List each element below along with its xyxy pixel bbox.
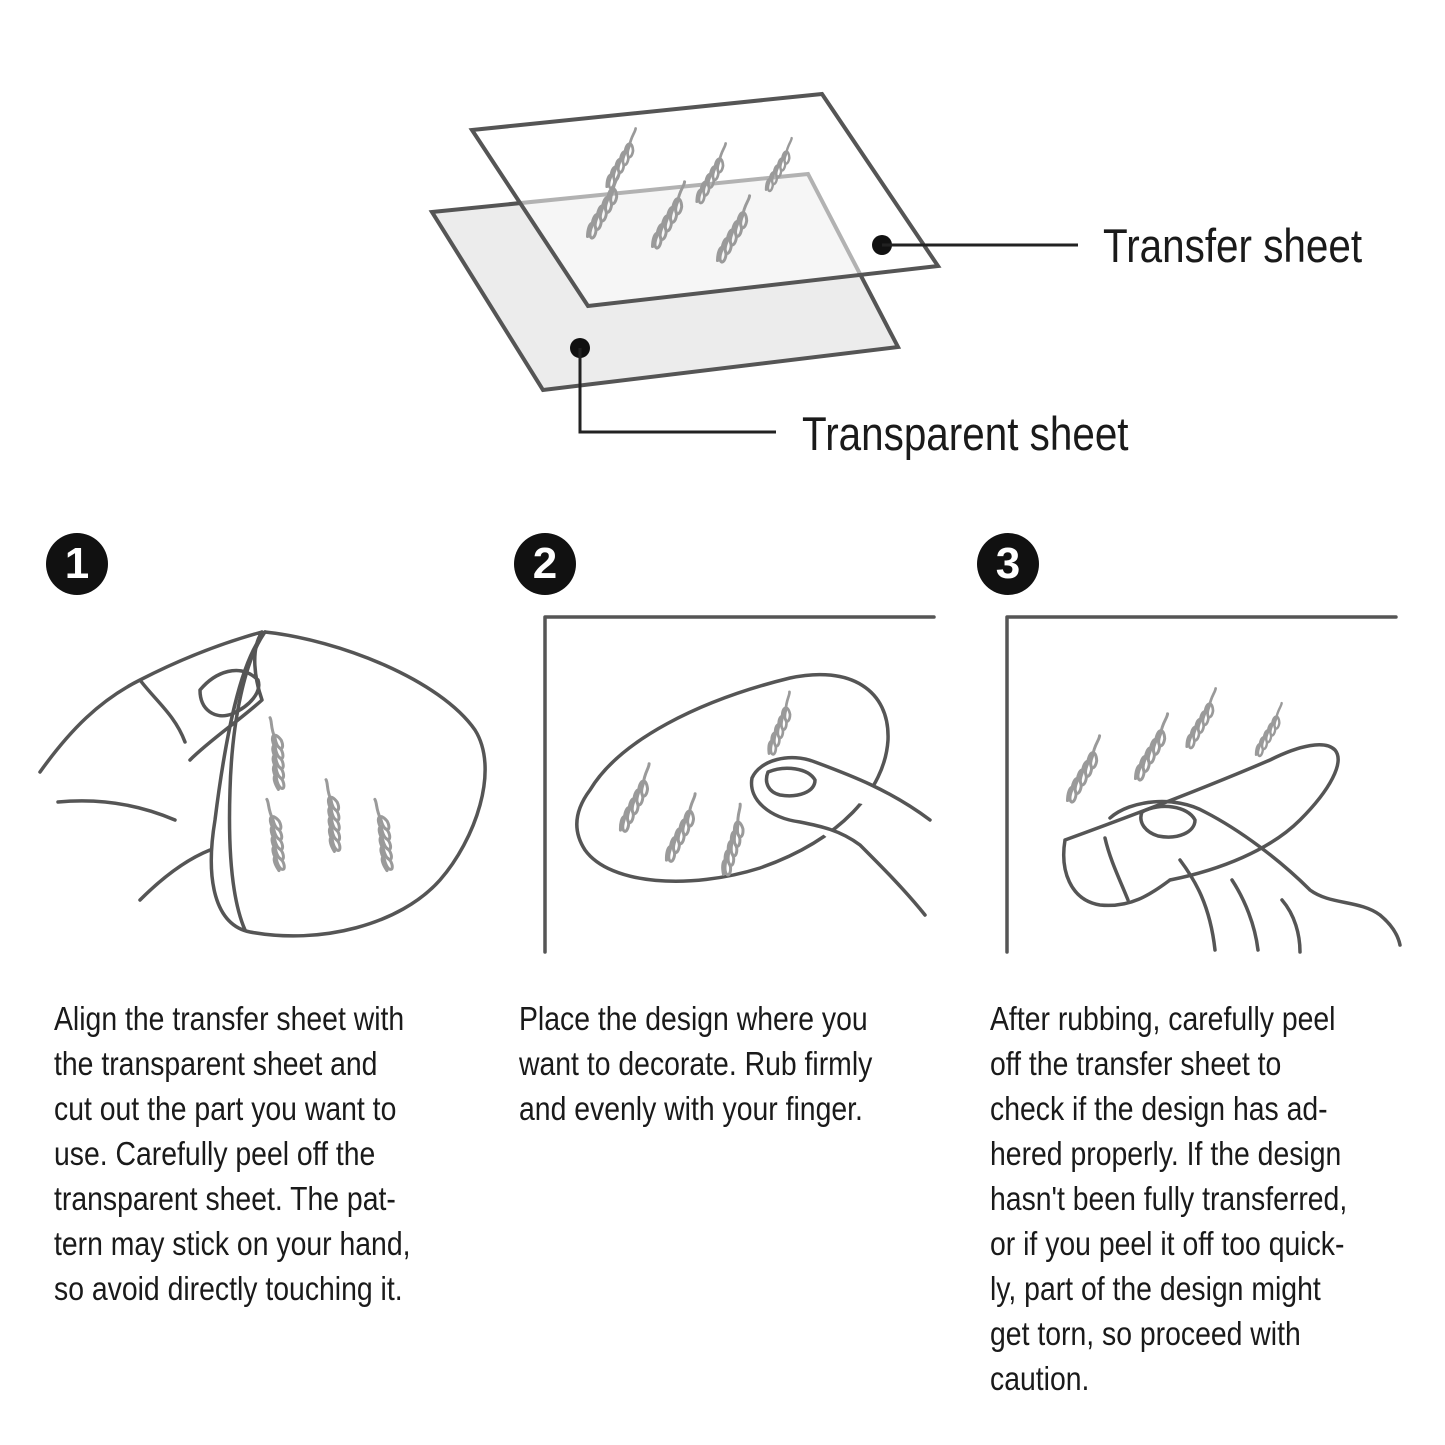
step-2-line: Place the design where you [519, 1000, 868, 1037]
transparent-sheet-label: Transparent sheet [802, 407, 1129, 460]
step-3-line: ly, part of the design might [990, 1270, 1321, 1307]
step-1-line: use. Carefully peel off the [54, 1135, 376, 1172]
step3-peeled-sheet [1064, 745, 1338, 906]
step-1-line: cut out the part you want to [54, 1090, 397, 1127]
step-1-line: transparent sheet. The pat- [54, 1180, 396, 1217]
step-1-line: so avoid directly touching it. [54, 1270, 403, 1307]
step1-illustration [40, 632, 485, 936]
step-1-line: Align the transfer sheet with [54, 1000, 405, 1037]
step-3-line: hered properly. If the design [990, 1135, 1342, 1172]
step-3-badge: 3 [977, 533, 1039, 595]
step-1-caption [54, 996, 410, 1311]
step1-sheet-outline [211, 632, 485, 936]
step-3-line: hasn't been fully transferred, [990, 1180, 1348, 1217]
step-1-line: tern may stick on your hand, [54, 1225, 411, 1262]
step-3-line: check if the design has ad- [990, 1090, 1328, 1127]
step-2-caption [519, 996, 872, 1131]
step3-illustration [1007, 617, 1400, 952]
step-3-line: off the transfer sheet to [990, 1045, 1282, 1082]
sheets-diagram [432, 94, 1078, 432]
step2-illustration [545, 617, 934, 952]
step-2-badge: 2 [514, 533, 576, 595]
step-2-line: want to decorate. Rub firmly [519, 1045, 873, 1082]
step-2-line: and evenly with your finger. [519, 1090, 863, 1127]
step-3-caption [990, 996, 1347, 1401]
step-1-line: the transparent sheet and [54, 1045, 378, 1082]
step-3-line: get torn, so proceed with [990, 1315, 1301, 1352]
step2-finger [752, 758, 930, 915]
step-3-line: After rubbing, carefully peel [990, 1000, 1336, 1037]
step-3-line: or if you peel it off too quick- [990, 1225, 1345, 1262]
step-1-badge: 1 [46, 533, 108, 595]
step-3-line: caution. [990, 1360, 1090, 1397]
transfer-sheet-label: Transfer sheet [1103, 219, 1363, 272]
